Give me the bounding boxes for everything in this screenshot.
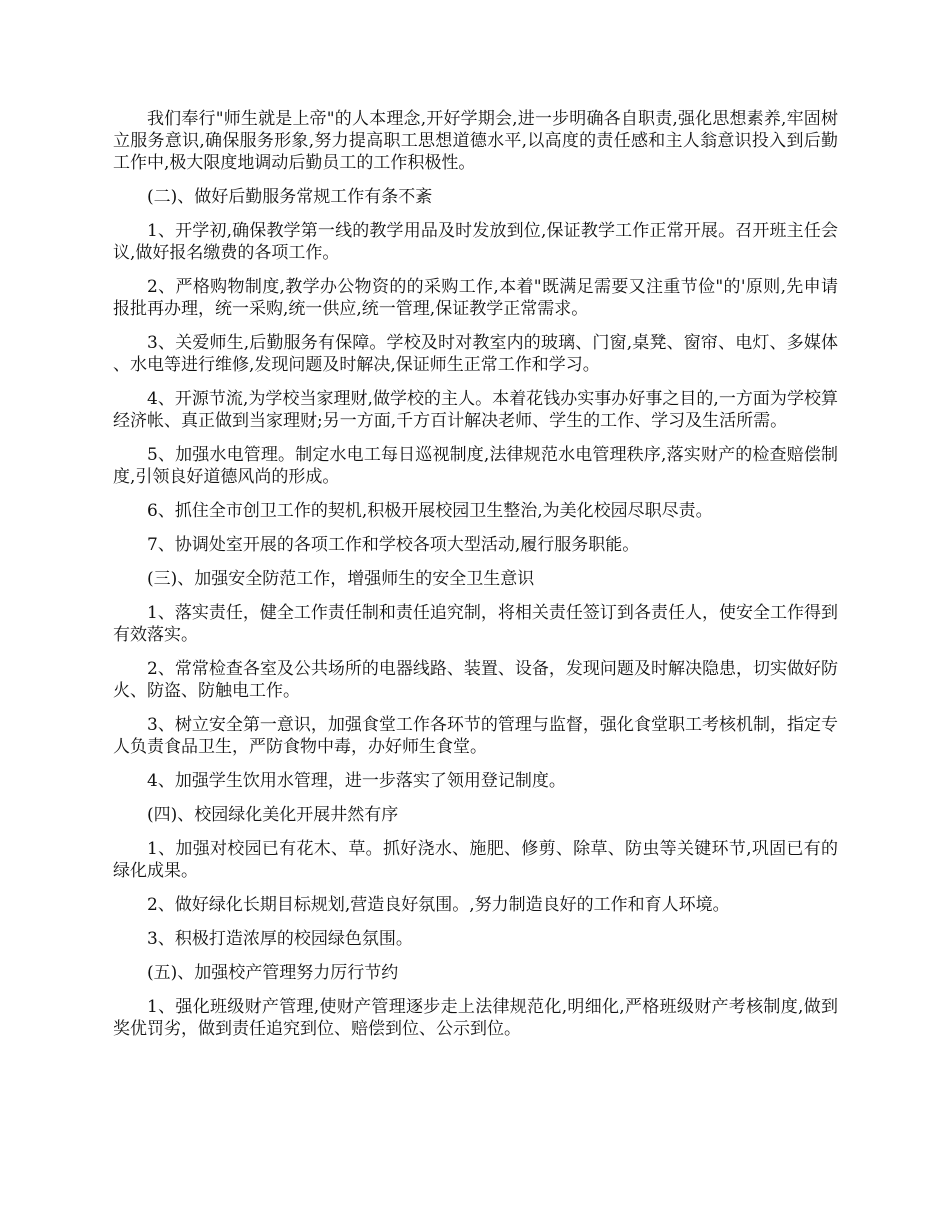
paragraph-2-4: 4、开源节流,为学校当家理财,做学校的主人。本着花钱办实事办好事之目的,一方面为学校算经济帐、真正做到当家理财;另一方面,千方百计解决老师、学生的工作、学习及生活所需。 xyxy=(113,389,838,431)
paragraph-3-4: 4、加强学生饮用水管理，进一步落实了领用登记制度。 xyxy=(147,771,566,791)
paragraph-4-1: 1、加强对校园已有花木、草。抓好浇水、施肥、修剪、除草、防虫等关键环节,巩固已有的绿化成果。 xyxy=(113,839,838,881)
paragraph-2-5: 5、加强水电管理。制定水电工每日巡视制度,法律规范水电管理秩序,落实财产的检查赔偿制度,引领良好道德风尚的形成。 xyxy=(113,445,838,487)
paragraph-3-3: 3、树立安全第一意识，加强食堂工作各环节的管理与监督，强化食堂职工考核机制，指定专人负责食品卫生，严防食物中毒，办好师生食堂。 xyxy=(113,715,838,757)
section-heading-2: (二)、做好后勤服务常规工作有条不紊 xyxy=(147,187,433,207)
paragraph-2-7: 7、协调处室开展的各项工作和学校各项大型活动,履行服务职能。 xyxy=(147,535,640,555)
section-heading-5: (五)、加强校产管理努力厉行节约 xyxy=(147,963,399,983)
paragraph-2-2: 2、严格购物制度,教学办公物资的的采购工作,本着"既满足需要又注重节俭"的'原则,先申请报批再办理，统一采购,统一供应,统一管理,保证教学正常需求。 xyxy=(113,277,838,319)
document-body xyxy=(113,108,838,1052)
paragraph-4-3: 3、积极打造浓厚的校园绿色氛围。 xyxy=(147,929,413,949)
paragraph-3-1: 1、落实责任，健全工作责任制和责任追究制，将相关责任签订到各责任人，使安全工作得到有效落实。 xyxy=(113,603,838,645)
section-heading-3: (三)、加强安全防范工作，增强师生的安全卫生意识 xyxy=(147,569,535,589)
paragraph-2-1: 1、开学初,确保教学第一线的教学用品及时发放到位,保证教学工作正常开展。召开班主任会议,做好报名缴费的各项工作。 xyxy=(113,221,838,263)
paragraph-2-3: 3、关爱师生,后勤服务有保障。学校及时对教室内的玻璃、门窗,桌凳、窗帘、电灯、多媒体、水电等进行维修,发现问题及时解决,保证师生正常工作和学习。 xyxy=(113,333,838,375)
paragraph-3-2: 2、常常检查各室及公共场所的电器线路、装置、设备，发现问题及时解决隐患，切实做好防火、防盗、防触电工作。 xyxy=(113,659,838,701)
paragraph-2-6: 6、抓住全市创卫工作的契机,积极开展校园卫生整治,为美化校园尽职尽责。 xyxy=(147,501,713,521)
intro-paragraph: 我们奉行"师生就是上帝"的人本理念,开好学期会,进一步明确各自职责,强化思想素养,牢固树立服务意识,确保服务形象,努力提高职工思想道德水平,以高度的责任感和主人翁意识投入到后勤工作中,极大限度地调动后勤员工的工作积极性。 xyxy=(113,109,838,173)
paragraph-5-1: 1、强化班级财产管理,使财产管理逐步走上法律规范化,明细化,严格班级财产考核制度,做到奖优罚劣，做到责任追究到位、赔偿到位、公示到位。 xyxy=(113,997,838,1039)
paragraph-4-2: 2、做好绿化长期目标规划,营造良好氛围。,努力制造良好的工作和育人环境。 xyxy=(147,895,730,915)
section-heading-4: (四)、校园绿化美化开展井然有序 xyxy=(147,805,399,825)
